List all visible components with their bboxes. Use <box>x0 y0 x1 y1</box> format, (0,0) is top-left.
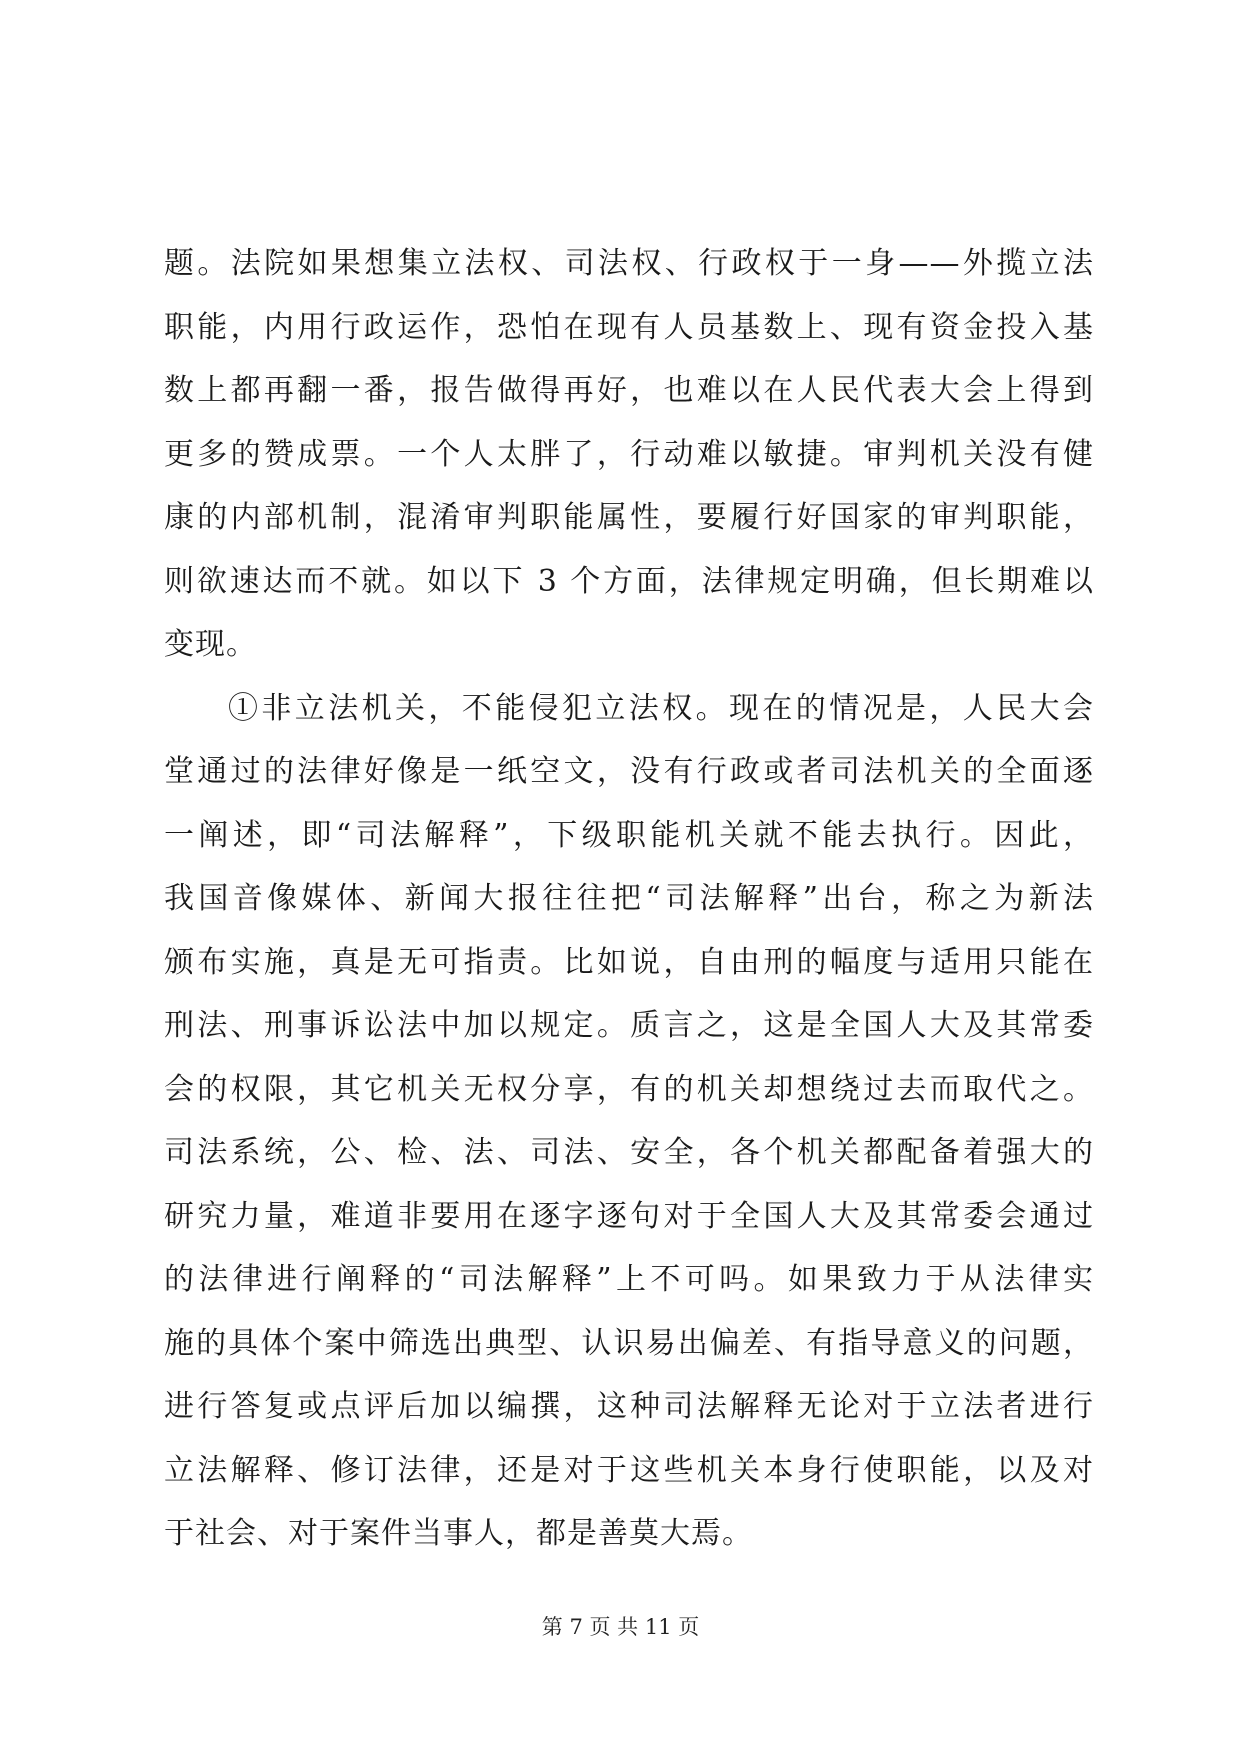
text-line: 进行答复或点评后加以编撰，这种司法解释无论对于立法者进行 <box>164 1389 1094 1424</box>
text-line: 职能，内用行政运作，恐怕在现有人员基数上、现有资金投入基 <box>164 309 1094 345</box>
text-line: 于社会、对于案件当事人，都是善莫大焉。 <box>164 1516 753 1551</box>
text-line: 立法解释、修订法律，还是对于这些机关本身行使职能，以及对 <box>164 1452 1094 1488</box>
text-line: 研究力量，难道非要用在逐字逐句对于全国人大及其常委会通过 <box>164 1198 1094 1234</box>
text-line: ①非立法机关，不能侵犯立法权。现在的情况是，人民大会 <box>228 690 1094 726</box>
text-line: 变现。 <box>164 627 257 662</box>
text-line: 的法律进行阐释的“司法解释”上不可吗。如果致力于从法律实 <box>164 1262 1094 1297</box>
text-line: 刑法、刑事诉讼法中加以规定。质言之，这是全国人大及其常委 <box>164 1008 1094 1043</box>
body-text <box>164 232 1094 1566</box>
text-line: 题。法院如果想集立法权、司法权、行政权于一身——外揽立法 <box>164 246 1094 281</box>
page-number-footer: 第 7 页 共 11 页 <box>541 1615 700 1639</box>
text-line: 我国音像媒体、新闻大报往往把“司法解释”出台，称之为新法 <box>164 881 1094 916</box>
text-line: 堂通过的法律好像是一纸空文，没有行政或者司法机关的全面逐 <box>164 754 1094 789</box>
text-line: 一阐述，即“司法解释”，下级职能机关就不能去执行。因此， <box>164 817 1094 853</box>
text-line: 康的内部机制，混淆审判职能属性，要履行好国家的审判职能， <box>164 500 1094 535</box>
paragraph <box>164 232 1094 677</box>
text-line: 施的具体个案中筛选出典型、认识易出偏差、有指导意义的问题， <box>164 1325 1094 1361</box>
text-line: 会的权限，其它机关无权分享，有的机关却想绕过去而取代之。 <box>164 1071 1094 1107</box>
text-line: 司法系统，公、检、法、司法、安全，各个机关都配备着强大的 <box>164 1135 1094 1170</box>
text-line: 数上都再翻一番，报告做得再好，也难以在人民代表大会上得到 <box>164 373 1094 408</box>
text-line: 颁布实施，真是无可指责。比如说，自由刑的幅度与适用只能在 <box>164 944 1094 980</box>
text-line: 更多的赞成票。一个人太胖了，行动难以敏捷。审判机关没有健 <box>164 436 1094 472</box>
text-line: 则欲速达而不就。如以下 3 个方面，法律规定明确，但长期难以 <box>164 563 1094 599</box>
paragraph <box>164 677 1094 1566</box>
